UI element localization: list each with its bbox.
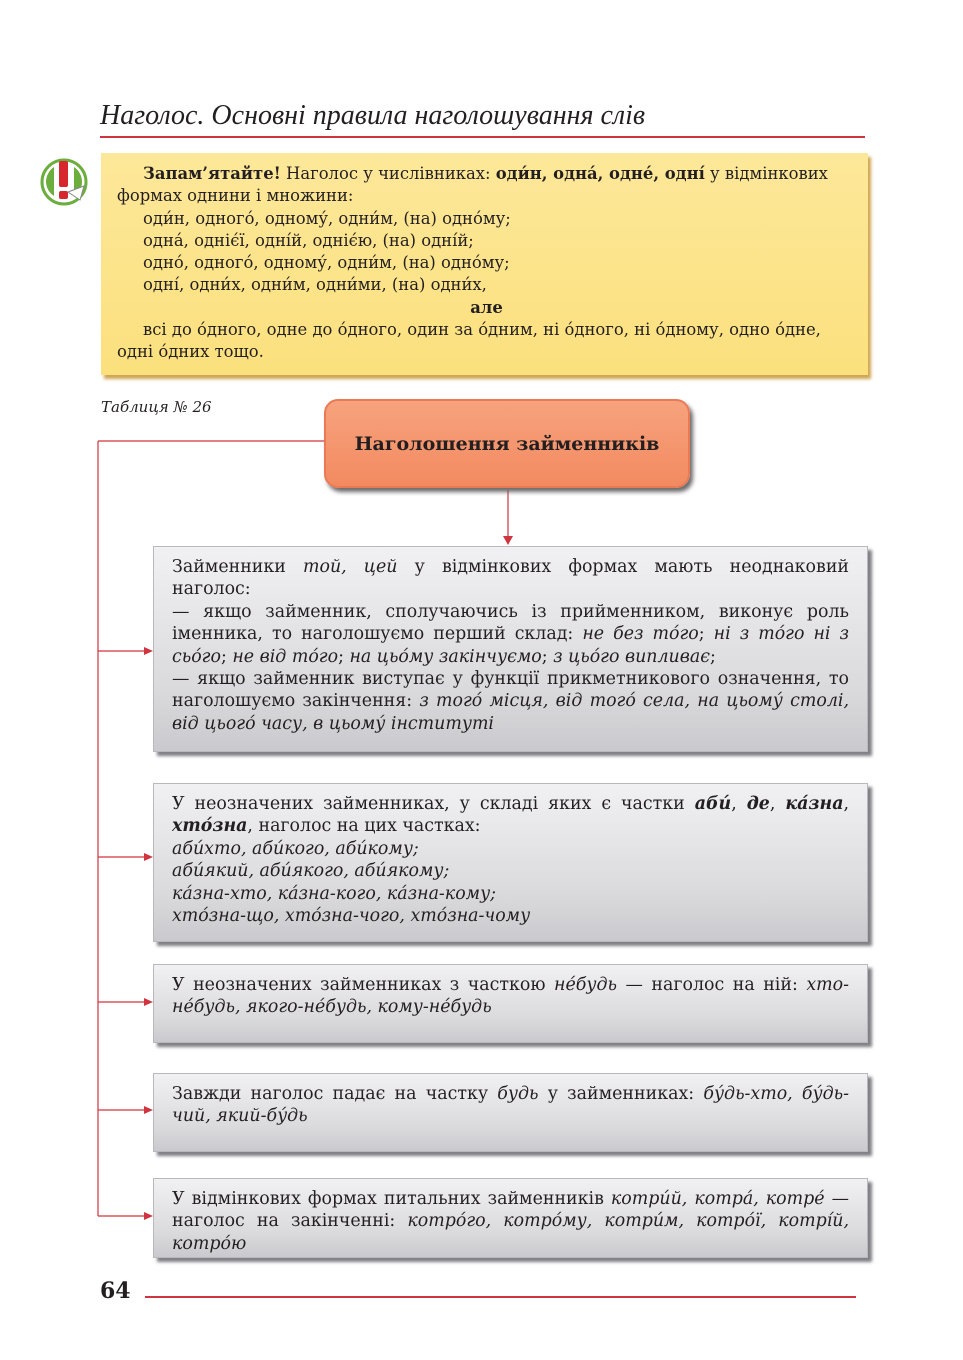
rule-segment: Завжди наголос падає на частку <box>172 1084 498 1104</box>
rule-segment: ; <box>220 646 233 667</box>
rule-box <box>153 783 868 942</box>
rule-text <box>172 793 849 927</box>
rule-segment: У неозначених займенниках, у складі яких є частки <box>172 794 695 814</box>
remember-exception: всі до о́дного, одне до о́дного, один за о́дним, ні о́дного, ні о́дному, одно о́дне, одні о́дних тощо. <box>117 320 821 362</box>
remember-title: Запам’ятайте! <box>143 164 281 183</box>
page-title: Наголос. Основні правила наголошування слів <box>100 100 646 131</box>
rule-segment: — якщо займенник виступає у функції прикметникового означення, то наголошуємо закінчення: <box>172 669 849 712</box>
rule-text <box>172 1188 849 1255</box>
rule-text <box>172 974 849 1019</box>
rule-segment: — наголос на закінченні: <box>172 1189 850 1232</box>
rule-segment: , наголос на цих частках: <box>247 816 481 837</box>
rule-segment: будь <box>497 1084 539 1104</box>
rule-segment: ка́зна-хто, ка́зна-кого, ка́зна-кому; <box>172 883 497 904</box>
rule-segment: ; <box>710 646 716 667</box>
remember-intro-words: оди́н, одна́, одне́, одні́ <box>495 164 705 183</box>
remember-form: одна́, одніє́ї, одні́й, одніє́ю, (на) одні́й; <box>143 230 474 250</box>
rule-segment: у займенниках: <box>538 1084 704 1104</box>
rule-segment: У неозначених займенниках з часткою <box>172 975 555 995</box>
rule-segment: з цьо́го випливає <box>553 646 710 667</box>
rule-segment: ні з то́го ні з сьо́го <box>172 624 849 667</box>
remember-form: одно́, одного́, одному́, одни́м, (на) одно́му; <box>143 253 510 273</box>
page-number: 64 <box>100 1278 131 1304</box>
rule-segment: ; <box>338 646 350 667</box>
rule-segment: хто́зна-що, хто́зна-чого, хто́зна-чому <box>172 906 531 927</box>
rule-segment: де <box>746 794 770 814</box>
rule-box <box>153 1178 868 1258</box>
rule-box <box>153 546 868 752</box>
rule-segment: з того́ місця, від того́ села, на цьому́ столі, від цього́ часу, в цьому́ інституті <box>172 691 849 734</box>
rule-segment: бу́дь-хто, бу́дь-чий, який-бу́дь <box>172 1084 850 1127</box>
rule-segment: котро́го, котро́му, котри́м, котро́ї, котрі́й, котро́ю <box>172 1211 850 1254</box>
rule-segment: — якщо займенник, сполучаючись із прийменником, виконує роль іменника, то наголошуємо перший склад: <box>172 601 849 645</box>
rule-segment: абúякий, абúякого, абúякому; <box>172 861 450 882</box>
rule-box <box>153 1073 868 1152</box>
rule-segment: У відмінкових формах питальних займенників <box>172 1189 611 1209</box>
rule-segment: ка́зна <box>785 794 844 814</box>
rule-segment: котри́й, котра́, котре́ <box>610 1189 825 1209</box>
rule-segment: хто-не́будь, якого-не́будь, кому-не́будь <box>172 975 849 1018</box>
rule-segment: , <box>731 794 747 814</box>
rule-segment: у відмінкових формах мають неоднаковий наголос: <box>172 557 849 600</box>
rule-text <box>172 1083 849 1128</box>
rule-segment: не від то́го <box>232 646 339 667</box>
table-header: Наголошення займенників <box>324 399 690 488</box>
remember-but: але <box>470 297 503 317</box>
remember-form: оди́н, одного́, одному́, одни́м, (на) одно́му; <box>143 208 511 228</box>
rule-segment: той, цей <box>302 557 398 577</box>
rule-segment: не́будь <box>554 975 617 995</box>
remember-intro-rest: у відмінкових формах однини і множини: <box>117 164 828 206</box>
rule-text <box>172 556 849 735</box>
rule-segment: абú <box>694 794 732 814</box>
remember-form: одні́, одни́х, одни́м, одни́ми, (на) одни́х, <box>143 275 487 295</box>
rule-segment: ; <box>541 646 554 667</box>
rule-segment: , <box>769 794 786 814</box>
rule-segment: абúхто, абúкого, абúкому; <box>172 838 419 859</box>
remember-note <box>101 153 868 375</box>
rule-segment: — наголос на ній: <box>616 975 807 995</box>
rule-segment: ; <box>698 624 714 645</box>
rule-segment: хто́зна <box>172 816 248 837</box>
rule-segment: Займенники <box>172 557 303 577</box>
rule-segment: на цьо́му закінчуємо <box>349 646 542 667</box>
remember-intro: Наголос у числівниках: <box>280 164 496 183</box>
rule-segment: , <box>843 794 849 814</box>
table-label: Таблиця № 26 <box>101 398 212 416</box>
title-rule <box>100 136 865 138</box>
footer-rule <box>145 1296 856 1298</box>
rule-box <box>153 964 868 1043</box>
exclamation-icon <box>40 158 88 206</box>
rule-segment: не без то́го <box>582 624 699 645</box>
